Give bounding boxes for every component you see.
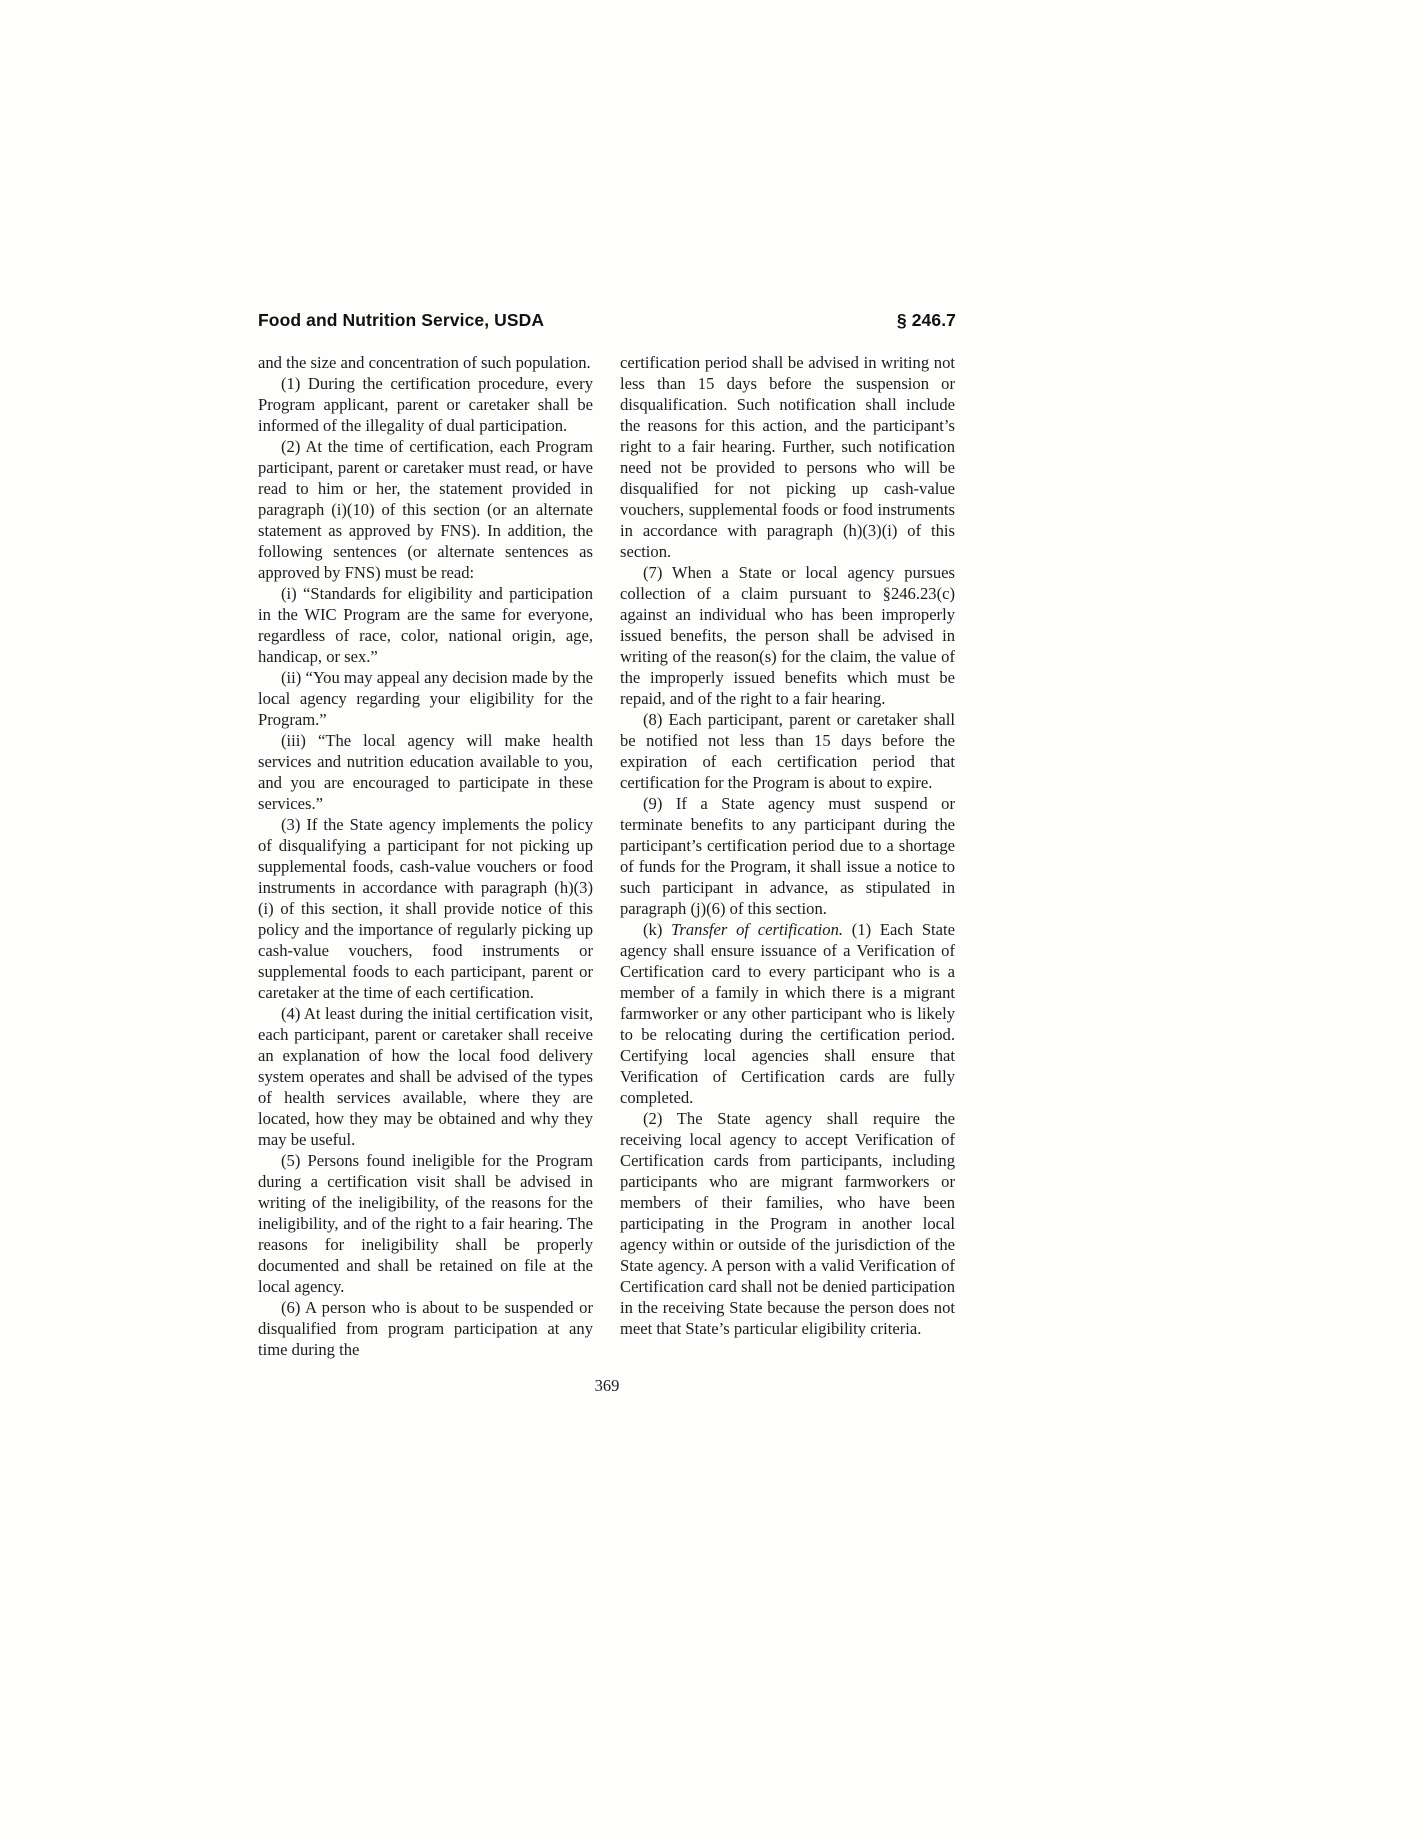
page-number: 369 bbox=[594, 1376, 620, 1395]
paragraph bbox=[258, 814, 593, 1003]
page-content bbox=[258, 310, 956, 1396]
header-section-number: § 246.7 bbox=[896, 310, 956, 330]
paragraph bbox=[258, 436, 593, 583]
paragraph-text: (ii) “You may appeal any decision made by the local agency regarding your eligibility for the Program.” bbox=[258, 668, 593, 729]
paragraph-text: certification period shall be advised in writing not less than 15 days before the suspension or disqualification. Such notification shall include the reasons for this action, and the participant’s right to a fair hearing. Further, such notification need not be provided to persons who will be disqualified for not picking up cash-value vouchers, supplemental foods or food instruments in accordance with paragraph (h)(3)(i) of this section. bbox=[620, 353, 955, 561]
paragraph-text: (8) Each participant, parent or caretaker shall be notified not less than 15 days before the expiration of each certification period that certification for the Program is about to expire. bbox=[620, 710, 955, 792]
paragraph-text: (5) Persons found ineligible for the Program during a certification visit shall be advised in writing of the ineligibility, of the reasons for the ineligibility, and of the right to a fair hearing. The reasons for ineligibility shall be properly documented and shall be retained on file at the local agency. bbox=[258, 1151, 593, 1296]
paragraph-text: (1) Each State agency shall ensure issuance of a Verification of Certification card to every participant who is a member of a family in which there is a migrant farmworker or any other participant who is likely to be relocating during the certification period. Certifying local agencies shall ensure that Verification of Certification cards are fully completed. bbox=[620, 920, 956, 1107]
paragraph bbox=[620, 919, 955, 1108]
two-column-body bbox=[258, 352, 956, 1360]
paragraph-text: (7) When a State or local agency pursues collection of a claim pursuant to §246.23(c) against an individual who has been improperly issued benefits, the person shall be advised in writing of the reason(s) for the claim, the value of the improperly issued benefits which must be repaid, and of the right to a fair hearing. bbox=[620, 563, 955, 708]
header-agency-title: Food and Nutrition Service, USDA bbox=[258, 310, 545, 330]
paragraph bbox=[258, 583, 593, 667]
paragraph-text: (9) If a State agency must suspend or terminate benefits to any participant during the participant’s certification period due to a shortage of funds for the Program, it shall issue a notice to such participant in advance, as stipulated in paragraph (j)(6) of this section. bbox=[620, 794, 955, 918]
paragraph bbox=[258, 373, 593, 436]
paragraph bbox=[258, 667, 593, 730]
paragraph-text: (3) If the State agency implements the policy of disqualifying a participant for not picking up supplemental foods, cash-value vouchers or food instruments in accordance with paragraph (h)(3)(i) of this section, it shall provide notice of this policy and the importance of regularly picking up cash-value vouchers, food instruments or supplemental foods to each participant, parent or caretaker at the time of each certification. bbox=[258, 815, 593, 1002]
paragraph bbox=[620, 793, 955, 919]
paragraph bbox=[620, 1108, 955, 1339]
left-column bbox=[258, 352, 593, 1360]
paragraph-text: (6) A person who is about to be suspended or disqualified from program participation at any time during the bbox=[258, 1298, 593, 1359]
paragraph-italic-text: Transfer of certification. bbox=[671, 920, 844, 939]
paragraph bbox=[258, 1150, 593, 1297]
paragraph-text: (iii) “The local agency will make health services and nutrition education available to you, and you are encouraged to participate in these services.” bbox=[258, 731, 593, 813]
paragraph-text: (2) The State agency shall require the receiving local agency to accept Verification of Certification cards from participants, including participants who are migrant farmworkers or members of their families, who have been participating in the Program in another local agency within or outside of the jurisdiction of the State agency. A person with a valid Verification of Certification card shall not be denied participation in the receiving State because the person does not meet that State’s particular eligibility criteria. bbox=[620, 1109, 955, 1338]
paragraph-text: (i) “Standards for eligibility and participation in the WIC Program are the same for everyone, regardless of race, color, national origin, age, handicap, or sex.” bbox=[258, 584, 593, 666]
paragraph-text: (1) During the certification procedure, every Program applicant, parent or caretaker shall be informed of the illegality of dual participation. bbox=[258, 374, 593, 435]
paragraph-text: and the size and concentration of such population. bbox=[258, 353, 591, 372]
paragraph bbox=[620, 709, 955, 793]
paragraph bbox=[620, 562, 955, 709]
paragraph bbox=[258, 352, 593, 373]
paragraph bbox=[258, 730, 593, 814]
paragraph bbox=[258, 1003, 593, 1150]
paragraph bbox=[258, 1297, 593, 1360]
paragraph-text: (2) At the time of certification, each Program participant, parent or caretaker must read, or have read to him or her, the statement provided in paragraph (i)(10) of this section (or an alternate statement as approved by FNS). In addition, the following sentences (or alternate sentences as approved by FNS) must be read: bbox=[258, 437, 593, 582]
running-head bbox=[258, 310, 956, 331]
paragraph-text: (k) bbox=[643, 920, 672, 939]
paragraph-text: (4) At least during the initial certification visit, each participant, parent or caretaker shall receive an explanation of how the local food delivery system operates and shall be advised of the types of health services available, where they are located, how they may be obtained and why they may be useful. bbox=[258, 1004, 593, 1149]
paragraph bbox=[620, 352, 955, 562]
right-column bbox=[620, 352, 955, 1360]
